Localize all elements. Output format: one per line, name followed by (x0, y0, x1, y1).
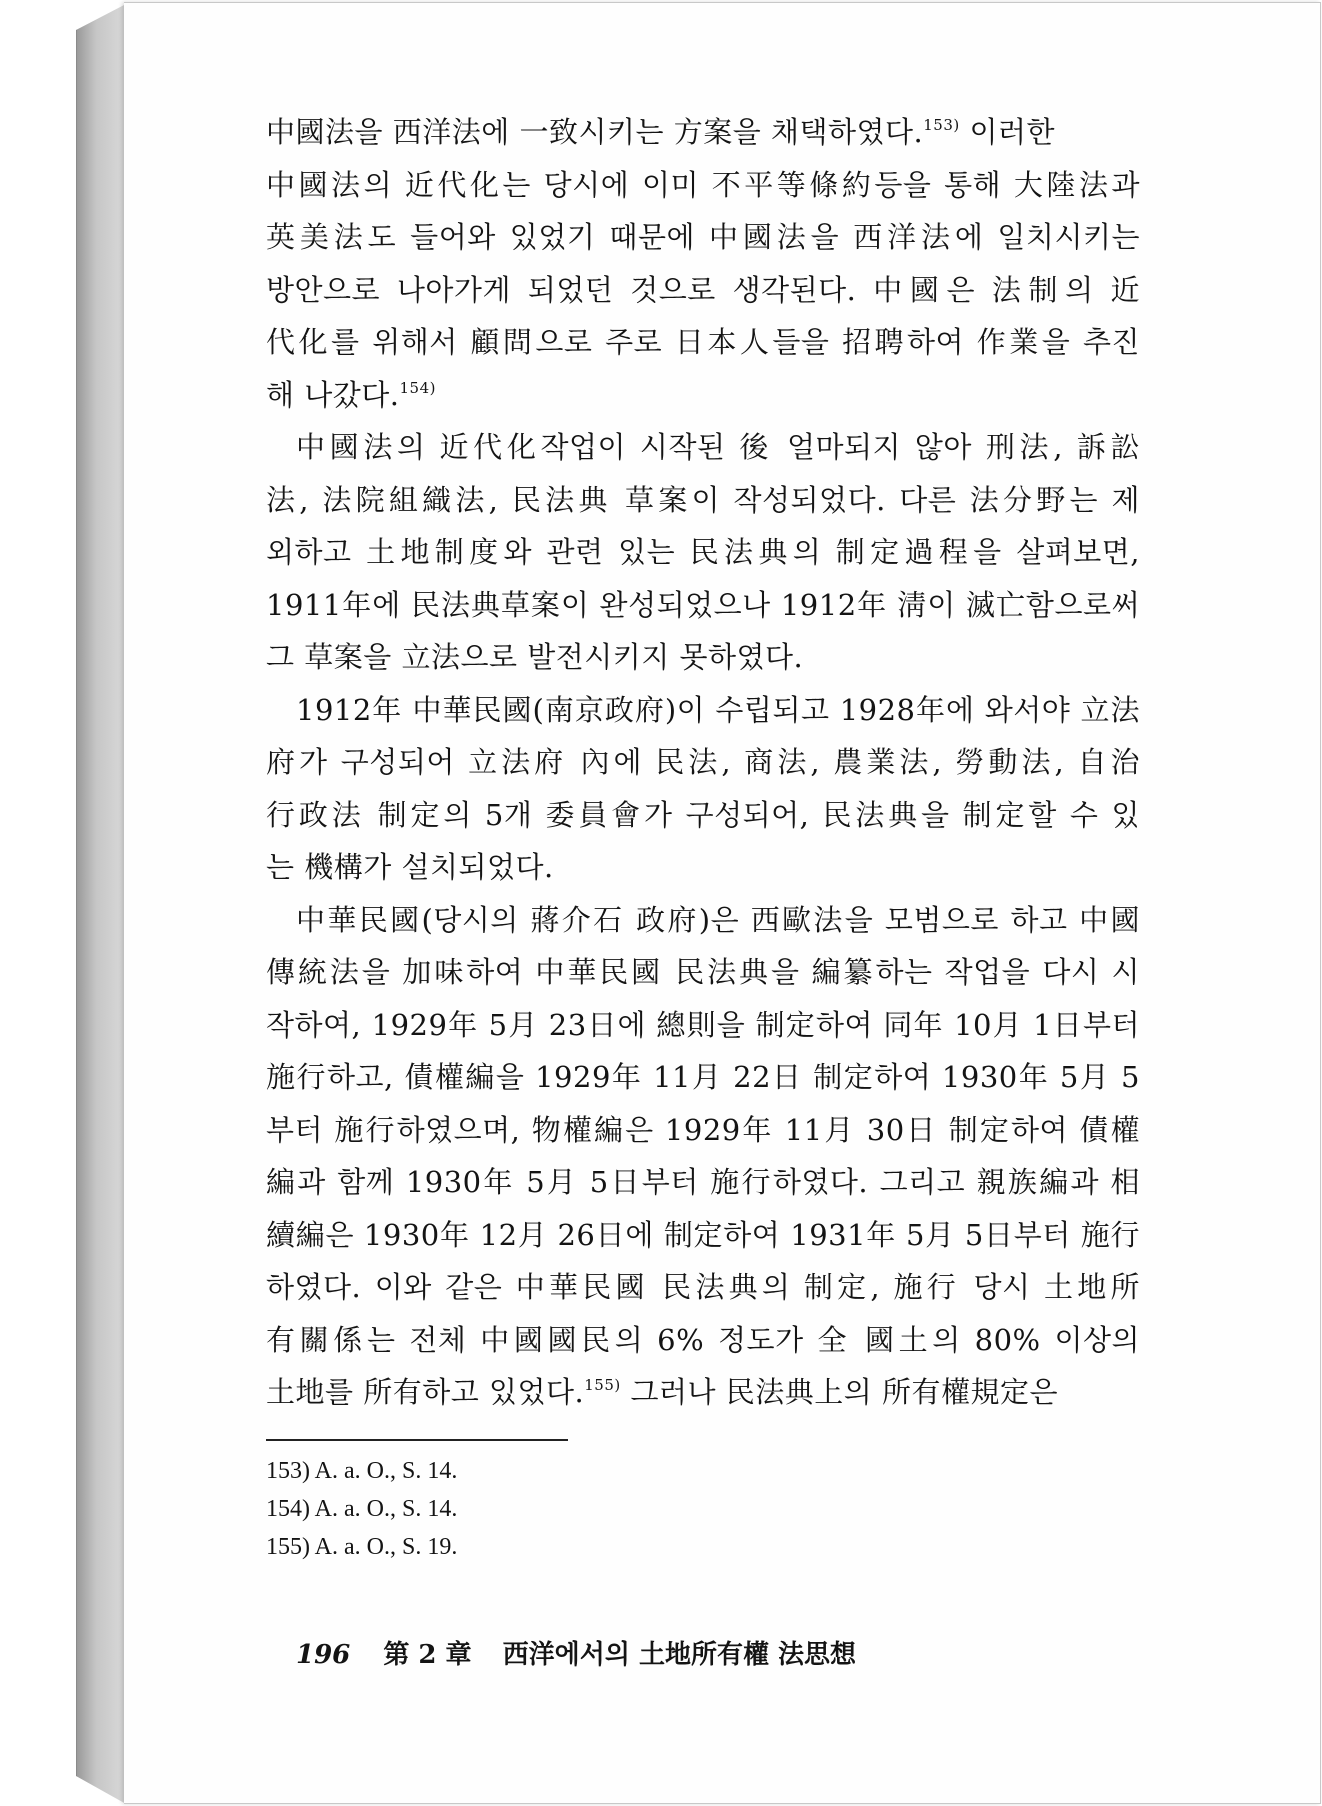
footnote-divider (266, 1439, 568, 1441)
text-line: 그 草案을 立法으로 발전시키지 못하였다. (266, 640, 804, 674)
text-line: 傳統法을 加味하여 中華民國 民法典을 編纂하는 작업을 다시 시 (266, 955, 1140, 989)
text-line: 부터 施行하였으며, 物權編은 1929年 11月 30日 制定하여 債權 (266, 1112, 1140, 1147)
text-line: 中華民國(당시의 蔣介石 政府)은 西歐法을 모범으로 하고 中國 (296, 902, 1140, 937)
footnote-153: 153) A. a. O., S. 14. (266, 1458, 458, 1484)
text-line: 해 나갔다.$^{154)}$ (266, 377, 436, 412)
text-line: 1912年 中華民國(南京政府)이 수립되고 1928年에 와서야 立法 (296, 692, 1140, 727)
text-line: 는 機構가 설치되었다. (266, 850, 554, 884)
text-line: 방안으로 나아가게 되었던 것으로 생각된다. 中國은 法制의 近 (266, 272, 1140, 307)
footnote-ref[interactable]: 155) (584, 1376, 621, 1394)
text-line: 續編은 1930年 12月 26日에 制定하여 1931年 5月 5日부터 施行 (266, 1217, 1140, 1252)
text-line: 府가 구성되어 立法府 內에 民法, 商法, 農業法, 勞動法, 自治 (266, 745, 1140, 779)
text-line: 작하여, 1929年 5月 23日에 總則을 制定하여 同年 10月 1日부터 (266, 1007, 1140, 1042)
text-line: 中國法의 近代化는 당시에 이미 不平等條約등을 통해 大陸法과 (266, 167, 1140, 202)
page-footer (296, 1634, 856, 1671)
text-line: 編과 함께 1930年 5月 5日부터 施行하였다. 그리고 親族編과 相 (266, 1165, 1140, 1199)
page-number: 196 (296, 1640, 351, 1670)
chapter-label: 第 2 章 (383, 1640, 472, 1670)
text-line: 代化를 위해서 顧問으로 주로 日本人들을 招聘하여 作業을 추진 (266, 325, 1140, 359)
footnotes (266, 1452, 457, 1566)
chapter-title: 西洋에서의 土地所有權 法思想 (502, 1640, 857, 1670)
footnote-155: 155) A. a. O., S. 19. (266, 1534, 458, 1560)
text-line: 法, 法院組織法, 民法典 草案이 작성되었다. 다른 法分野는 제 (266, 482, 1140, 517)
text-line: 土地를 所有하고 있었다.$^{155)}$ 그러나 民法典上의 所有權規定은 (266, 1375, 1058, 1409)
footnote-ref[interactable]: 153) (923, 116, 960, 134)
footnote-154: 154) A. a. O., S. 14. (266, 1496, 458, 1522)
text-line: 하였다. 이와 같은 中華民國 民法典의 制定, 施行 당시 土地所 (266, 1270, 1140, 1304)
text-line: 有關係는 전체 中國國民의 6% 정도가 全 國土의 80% 이상의 (266, 1322, 1140, 1357)
text-line: 中國法을 西洋法에 一致시키는 方案을 채택하였다.$^{153)}$ 이러한 (266, 115, 1055, 149)
book-spine-edge (76, 4, 126, 1804)
text-line: 行政法 制定의 5개 委員會가 구성되어, 民法典을 制定할 수 있 (266, 797, 1140, 832)
text-line: 施行하고, 債權編을 1929年 11月 22日 制定하여 1930年 5月 5 (266, 1060, 1140, 1094)
text-line: 외하고 土地制度와 관련 있는 民法典의 制定過程을 살펴보면, (266, 535, 1140, 569)
body-text (266, 106, 1140, 1419)
text-line: 1911年에 民法典草案이 완성되었으나 1912年 淸이 滅亡함으로써 (266, 587, 1140, 622)
text-line: 中國法의 近代化작업이 시작된 後 얼마되지 않아 刑法, 訴訟 (296, 430, 1140, 464)
footnote-ref[interactable]: 154) (399, 378, 436, 397)
text-line: 英美法도 들어와 있었기 때문에 中國法을 西洋法에 일치시키는 (266, 220, 1140, 254)
